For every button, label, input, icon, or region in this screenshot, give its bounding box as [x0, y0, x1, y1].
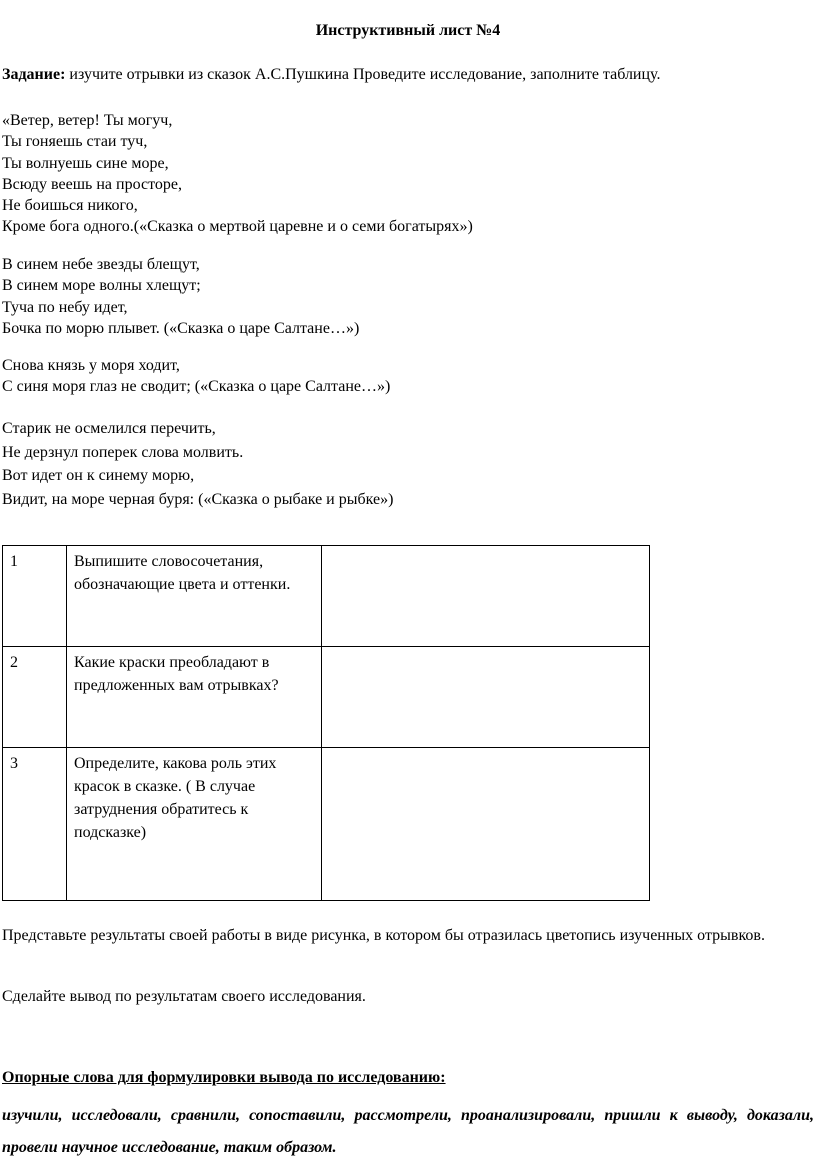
keywords-heading: Опорные слова для формулировки вывода по исследованию: [2, 1069, 446, 1086]
excerpt-line: Видит, на море черная буря: («Сказка о рыбаке и рыбке») [2, 490, 394, 508]
row-question: Какие краски преобладают в предложенных вам отрывках? [67, 647, 322, 748]
excerpt-line: Не дерзнул поперек слова молвить. [2, 443, 244, 461]
excerpt-line: В синем небе звезды блещут, [2, 256, 200, 273]
excerpt-line: Не боишься никого, [2, 197, 138, 215]
task-text: изучите отрывки из сказок А.С.Пушкина Проведите исследование, заполните таблицу. [65, 66, 661, 83]
row-answer-cell[interactable] [322, 748, 650, 901]
excerpt-line: Бочка по морю плывет. («Сказка о царе Салтане…») [2, 319, 360, 337]
excerpt-line: Туча по небу идет, [2, 298, 128, 316]
excerpt-4 [2, 417, 393, 511]
task-paragraph [2, 66, 660, 84]
excerpt-line: Вот идет он к синему морю, [2, 467, 195, 484]
excerpt-line: С синя моря глаз не сводит; («Сказка о царе Салтане…») [2, 378, 391, 396]
excerpt-line: Снова князь у моря ходит, [2, 357, 180, 374]
excerpt-line: Ты гоняешь стаи туч, [2, 133, 148, 151]
excerpt-line: «Ветер, ветер! Ты могуч, [2, 112, 173, 129]
table-row [3, 546, 650, 647]
row-question: Определите, какова роль этих красок в сказке. ( В случае затруднения обратитесь к подсказке) [67, 748, 322, 901]
research-table [2, 545, 650, 901]
row-question: Выпишите словосочетания, обозначающие цвета и оттенки. [67, 546, 322, 647]
conclusion-instruction: Сделайте вывод по результатам своего исследования. [2, 988, 366, 1005]
keywords-text: изучили, исследовали, сравнили, сопоставили, рассмотрели, проанализировали, пришли к выводу, доказали, провели научное исследование, таким образом. [2, 1107, 814, 1156]
excerpt-3 [2, 355, 390, 398]
row-number: 2 [3, 647, 67, 748]
excerpt-line: В синем море волны хлещут; [2, 277, 201, 295]
task-label: Задание: [2, 66, 66, 83]
row-answer-cell[interactable] [322, 647, 650, 748]
row-answer-cell[interactable] [322, 546, 650, 647]
excerpt-line: Кроме бога одного.(«Сказка о мертвой царевне и о семи богатырях») [2, 218, 473, 236]
excerpt-line: Старик не осмелился перечить, [2, 420, 216, 437]
table-row [3, 647, 650, 748]
excerpt-line: Ты волнуешь сине море, [2, 154, 169, 172]
table-row [3, 748, 650, 901]
excerpt-2 [2, 254, 359, 339]
row-number: 1 [3, 546, 67, 647]
excerpt-1 [2, 110, 473, 238]
row-number: 3 [3, 748, 67, 901]
page-title: Инструктивный лист №4 [315, 22, 501, 39]
drawing-instruction: Представьте результаты своей работы в виде рисунка, в котором бы отразилась цветопись изученных отрывков. [2, 927, 765, 944]
excerpt-line: Всюду веешь на просторе, [2, 175, 182, 193]
